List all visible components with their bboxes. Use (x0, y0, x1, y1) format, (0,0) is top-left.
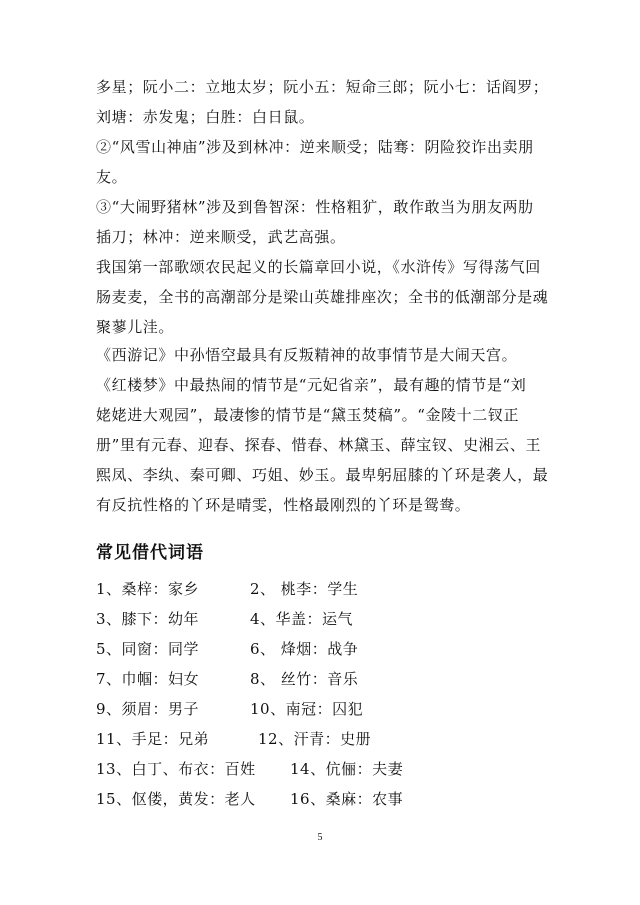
paragraph-water-margin (96, 252, 548, 342)
text-line: ②“风雪山神庙”涉及到林冲：逆来顺受；陆骞：阴险狡诈出卖朋 (96, 138, 534, 156)
term-item: 10、南冠：囚犯 (250, 700, 364, 718)
text-line: 插刀；林冲：逆来顺受，武艺高强。 (96, 228, 346, 246)
text-line: 有反抗性格的丫环是晴雯，性格最刚烈的丫环是鸳鸯。 (96, 496, 471, 514)
term-item: 12、汗青：史册 (258, 730, 372, 748)
term-item: 9、须眉：男子 (96, 700, 200, 718)
text-line: 我国第一部歌颂农民起义的长篇章回小说，《水浒传》写得荡气回 (96, 258, 541, 276)
term-item: 14、伉俪：夫妻 (290, 760, 404, 778)
term-item: 4、华盖：运气 (250, 610, 354, 628)
text-line: 《西游记》中孙悟空最具有反叛精神的故事情节是大闹天宫。 (96, 346, 518, 364)
text-line: ③“大闹野猪林”涉及到鲁智深：性格粗犷，敢作敢当为朋友两肋 (96, 198, 534, 216)
paragraph-outlaw-nicknames (96, 72, 548, 132)
paragraph-journey-west (96, 340, 548, 370)
text-line: 刘塘：赤发鬼；白胜：白日鼠。 (96, 108, 315, 126)
term-item: 6、 烽烟：战争 (250, 640, 359, 658)
term-item: 8、 丝竹：音乐 (250, 670, 359, 688)
term-item: 7、巾帼：妇女 (96, 670, 200, 688)
term-item: 2、 桃李：学生 (250, 580, 359, 598)
text-line: 聚蓼儿洼。 (96, 318, 175, 336)
text-line: 熙凤、李纨、秦可卿、巧姐、妙玉。最卑躬屈膝的丫环是袭人，最 (96, 466, 549, 484)
term-item: 3、膝下：幼年 (96, 610, 200, 628)
paragraph-snow-temple (96, 132, 548, 192)
text-line: 姥姥进大观园”，最凄惨的情节是“黛玉焚稿”。“金陵十二钗正 (96, 406, 520, 424)
text-line: 友。 (96, 168, 128, 186)
term-item: 15、伛偻，黄发：老人 (96, 790, 256, 808)
term-item: 13、白丁、布衣：百姓 (96, 760, 256, 778)
text-line: 多星；阮小二：立地太岁；阮小五：短命三郎；阮小七：话阎罗； (96, 78, 549, 96)
paragraph-wild-boar-forest (96, 192, 548, 252)
section-title: 常见借代词语 (96, 543, 204, 563)
paragraph-red-chamber (96, 370, 548, 520)
term-item: 16、桑麻：农事 (290, 790, 404, 808)
text-line: 《红楼梦》中最热闹的情节是“元妃省亲”，最有趣的情节是“刘 (96, 376, 527, 394)
text-line: 册”里有元春、迎春、探春、惜春、林黛玉、薛宝钗、史湘云、王 (96, 436, 542, 454)
page-number: 5 (317, 832, 323, 843)
term-item: 1、桑梓：家乡 (96, 580, 200, 598)
term-item: 11、手足：兄弟 (96, 730, 210, 748)
term-item: 5、同窗：同学 (96, 640, 200, 658)
text-line: 肠麦麦，全书的高潮部分是梁山英雄排座次；全书的低潮部分是魂 (96, 288, 549, 306)
